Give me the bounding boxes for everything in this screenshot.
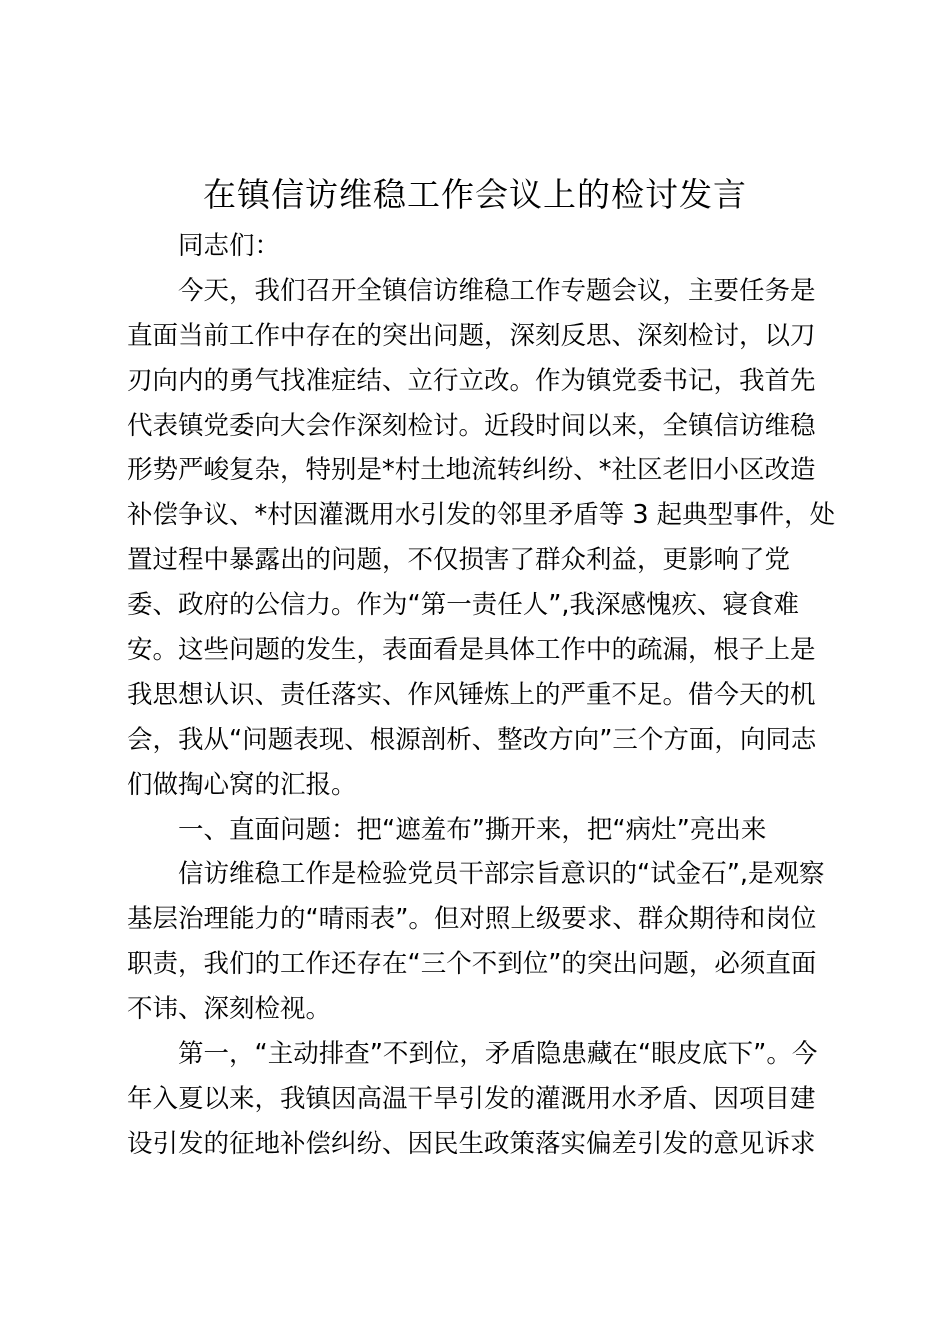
text-line: 我思想认识、责任落实、作风锤炼上的严重不足。借今天的机	[127, 679, 816, 710]
text-line: 不讳、深刻检视。	[127, 994, 332, 1025]
text-line: 会，我从“问题表现、根源剖析、整改方向”三个方面，向同志	[127, 724, 817, 755]
text-line: 同志们：	[178, 231, 281, 261]
text-line: 今天，我们召开全镇信访维稳工作专题会议，主要任务是	[178, 275, 816, 306]
text-line: 形势严峻复杂，特别是*村土地流转纠纷、*社区老旧小区改造	[127, 455, 816, 486]
text-line: 刃向内的勇气找准症结、立行立改。作为镇党委书记，我首先	[127, 365, 816, 396]
text-line: 安。这些问题的发生，表面看是具体工作中的疏漏，根子上是	[127, 635, 816, 666]
text-line: 职责，我们的工作还存在“三个不到位”的突出问题，必须直面	[127, 949, 817, 980]
text-line: 年入夏以来，我镇因高温干旱引发的灌溉用水矛盾、因项目建	[127, 1083, 816, 1114]
text-line: 们做掏心窝的汇报。	[127, 769, 357, 800]
text-line: 设引发的征地补偿纠纷、因民生政策落实偏差引发的意见诉求	[127, 1128, 816, 1159]
text-line: 信访维稳工作是检验党员干部宗旨意识的“试金石”,是观察	[178, 859, 825, 890]
text-line: 直面当前工作中存在的突出问题，深刻反思、深刻检讨，以刀	[127, 320, 816, 351]
text-line: 代表镇党委向大会作深刻检讨。近段时间以来，全镇信访维稳	[127, 410, 816, 441]
text-line: 委、政府的公信力。作为“第一责任人”,我深感愧疚、寝食难	[127, 590, 800, 621]
document-body	[127, 224, 837, 1167]
section-heading: 一、直面问题：把“遮羞布”撕开来，把“病灶”亮出来	[178, 814, 767, 845]
document-title: 在镇信访维稳工作会议上的检讨发言	[203, 175, 747, 214]
text-line: 补偿争议、*村因灌溉用水引发的邻里矛盾等 3 起典型事件，处	[127, 500, 836, 531]
text-line: 置过程中暴露出的问题，不仅损害了群众利益，更影响了党	[127, 545, 791, 576]
text-line: 基层治理能力的“晴雨表”。但对照上级要求、群众期待和岗位	[127, 904, 817, 935]
text-line: 第一，“主动排查”不到位，矛盾隐患藏在“眼皮底下”。今	[178, 1039, 818, 1070]
